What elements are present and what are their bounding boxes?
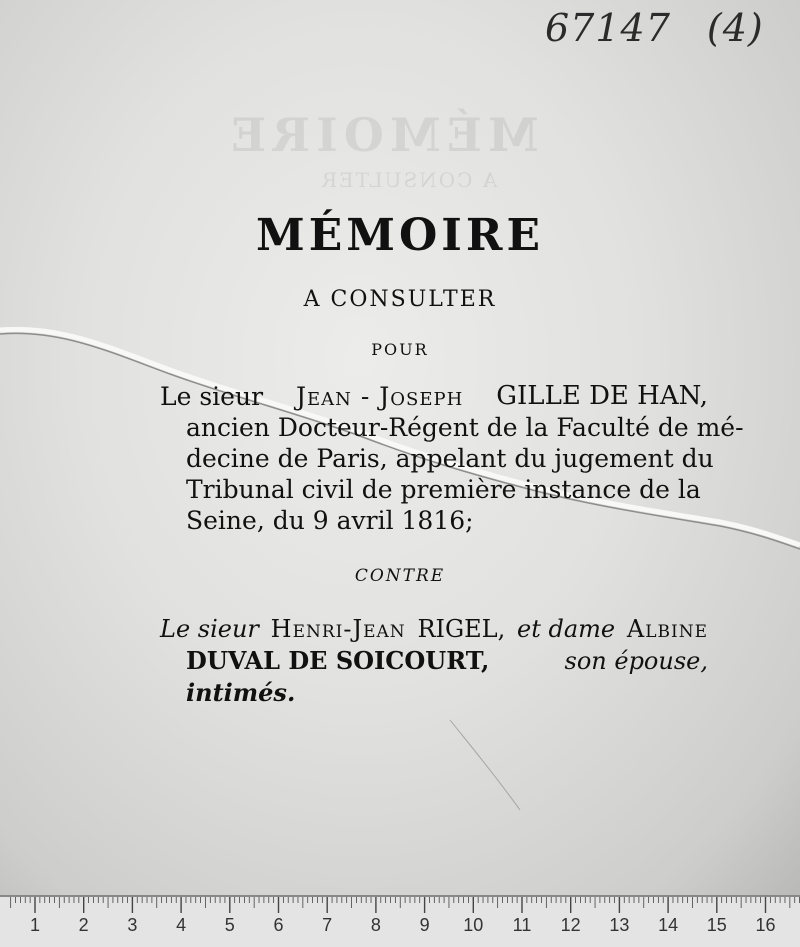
paragraph-line: decine de Paris, appelant du jugement du (186, 444, 714, 473)
ruler-number: 6 (273, 915, 284, 935)
ruler-ticks (0, 897, 800, 947)
respondent-surname: RIGEL, (417, 615, 506, 643)
text-intimes: intimés. (186, 678, 296, 707)
ruler-number: 9 (419, 915, 430, 935)
respondent-wife-name: Albine (626, 615, 708, 643)
measurement-ruler (0, 895, 800, 947)
ruler-number: 12 (560, 915, 581, 935)
shelfmark-number: 67147 (545, 6, 671, 50)
paragraph-line (160, 613, 708, 645)
respondent-wife-surname: DUVAL DE SOICOURT, (186, 646, 490, 675)
respondents-paragraph (160, 613, 708, 709)
paragraph-line: Seine, du 9 avril 1816; (186, 506, 474, 535)
document-title: MÉMOIRE (256, 210, 544, 261)
text-le-sieur-italic: Le sieur (160, 615, 259, 643)
ruler-number: 10 (463, 915, 484, 935)
text-le-sieur: Le sieur (160, 382, 264, 411)
shelfmark-volume: (4) (706, 6, 764, 50)
appellant-surname: GILLE DE HAN, (496, 381, 708, 411)
ruler-number: 4 (176, 915, 187, 935)
ruler-number: 2 (78, 915, 89, 935)
contre-label: CONTRE (354, 566, 446, 586)
ruler-number: 7 (322, 915, 333, 935)
text-son-epouse: son épouse, (564, 647, 708, 675)
respondent-first-names: Henri-Jean (270, 615, 406, 643)
paragraph-line (160, 645, 708, 677)
text-et-dame: et dame (517, 615, 616, 643)
ruler-number: 16 (755, 915, 776, 935)
ruler-number: 1 (29, 915, 41, 935)
paragraph-line: Tribunal civil de première instance de la (186, 475, 701, 504)
ruler-number: 15 (706, 915, 727, 935)
document-subtitle: A CONSULTER (303, 287, 497, 312)
ruler-number: 5 (224, 915, 235, 935)
bleed-through-subtitle: A CONSULTER (320, 168, 498, 192)
appellant-first-names: Jean - Joseph (295, 382, 464, 411)
paragraph-line: ancien Docteur-Régent de la Faculté de mé- (186, 413, 744, 442)
ruler-number: 8 (370, 915, 381, 935)
ruler-number: 13 (609, 915, 630, 935)
bleed-through-title: MÉMOIRE (225, 108, 539, 162)
paragraph-line (160, 381, 708, 412)
ruler-number: 14 (658, 915, 679, 935)
ruler-number: 3 (127, 915, 138, 935)
shelfmark-handwritten (545, 6, 764, 50)
appellant-paragraph (160, 381, 744, 536)
pour-label: POUR (371, 340, 429, 359)
ruler-number: 11 (512, 915, 532, 935)
